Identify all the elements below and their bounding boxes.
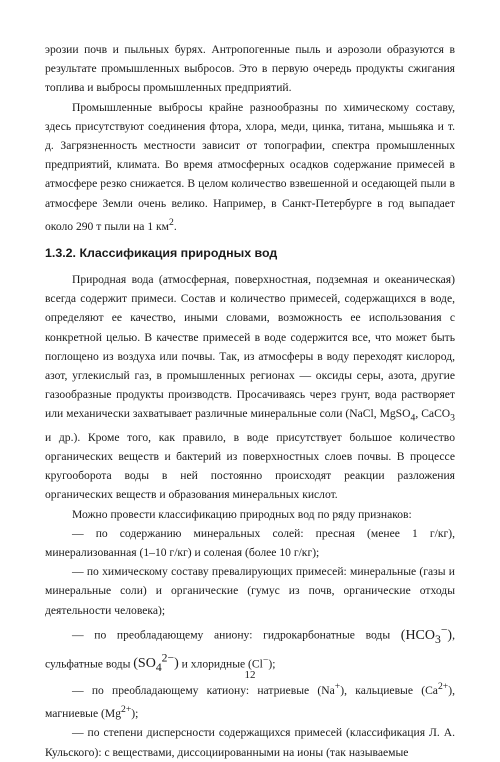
list-item-dispersity: — по степени дисперсности содержащихся примесей (классификация Л. А. Кульского): с веществами, диссоциированными на ионы (так называемые xyxy=(45,726,455,759)
paragraph-natural-water-impurities: Природная вода (атмосферная, поверхностная, подземная и океаническая) всегда содержит примеси. Состав и количество примесей, содержащихся в воде, определяют ее качество, иными словами, возможность ее использования с конкретной целью. В качестве примесей в воде содержится все, что может быть поглощено из воздуха или почвы. Так, из атмосферы в воду переходят кислород, азот, углекислый газ, в промышленных регионах — оксиды серы, азота, другие газообразные продукты производств. Просачиваясь через грунт, вода растворяет или механически захватывает различные минеральные соли (NaCl, MgSO$_4$, CaCO$_3$ и др.). Кроме того, как правило, в воде присутствует большое количество органических веществ и бактерий из поверхностных слоев почвы. В процессе кругооборота воды в ней постоянно происходят реакции разложения органических веществ и образования минеральных кислот. xyxy=(45,272,455,502)
list-item-anion: — по преобладающему аниону: гидрокарбонатные воды $(HCO_3^-)$, сульфатные воды $(SO_4^{2-})$ и хлоридные (Cl−); xyxy=(45,622,455,674)
formula-hydrocarbonate: $(HCO_3^-)$ xyxy=(400,622,453,646)
list-item-chemical-composition: — по химическому составу превалирующих примесей: минеральные (газы и минеральные соли) и органические (гумус из почв, органические отходы деятельности человека); xyxy=(45,565,455,617)
page-number: 12 xyxy=(244,669,256,681)
paragraph-dust-sources: эрозии почв и пыльных бурях. Антропогенные пыль и аэрозоли образуются в результате промышленных выбросов. Это в первую очередь продукты сжигания топлива и выбросы промышленных предприятий. xyxy=(45,43,455,95)
section-heading: 1.3.2. Классификация природных вод xyxy=(45,245,278,260)
formula-sulfate: $(SO_4^{2-})$ xyxy=(133,651,179,674)
paragraph-classification-intro: Можно провести классификацию природных вод по ряду признаков: xyxy=(72,507,412,521)
list-item-mineral-salts: — по содержанию минеральных солей: пресная (менее 1 г/кг), минерализованная (1–10 г/кг) и соленая (более 10 г/кг); xyxy=(45,526,455,560)
paragraph-industrial-emissions: Промышленные выбросы крайне разнообразны по химическому составу, здесь присутствуют соединения фтора, хлора, меди, цинка, титана, мышьяка и т. д. Загрязненность местности зависит от топографии, спектра промышленных предприятий, климата. Во время атмосферных осадков содержание примесей в атмосфере резко снижается. В целом количество взвешенной и оседающей пыли в атмосфере Земли очень велико. Например, в Санкт-Петербурге в год выпадает около 290 т пыли на 1 $км^2$. xyxy=(45,100,455,233)
list-item-cation: — по преобладающему катиону: натриевые (Na+), кальциевые $(Ca^{2+})$, магниевые $(Mg^{2+})$; xyxy=(45,681,456,721)
